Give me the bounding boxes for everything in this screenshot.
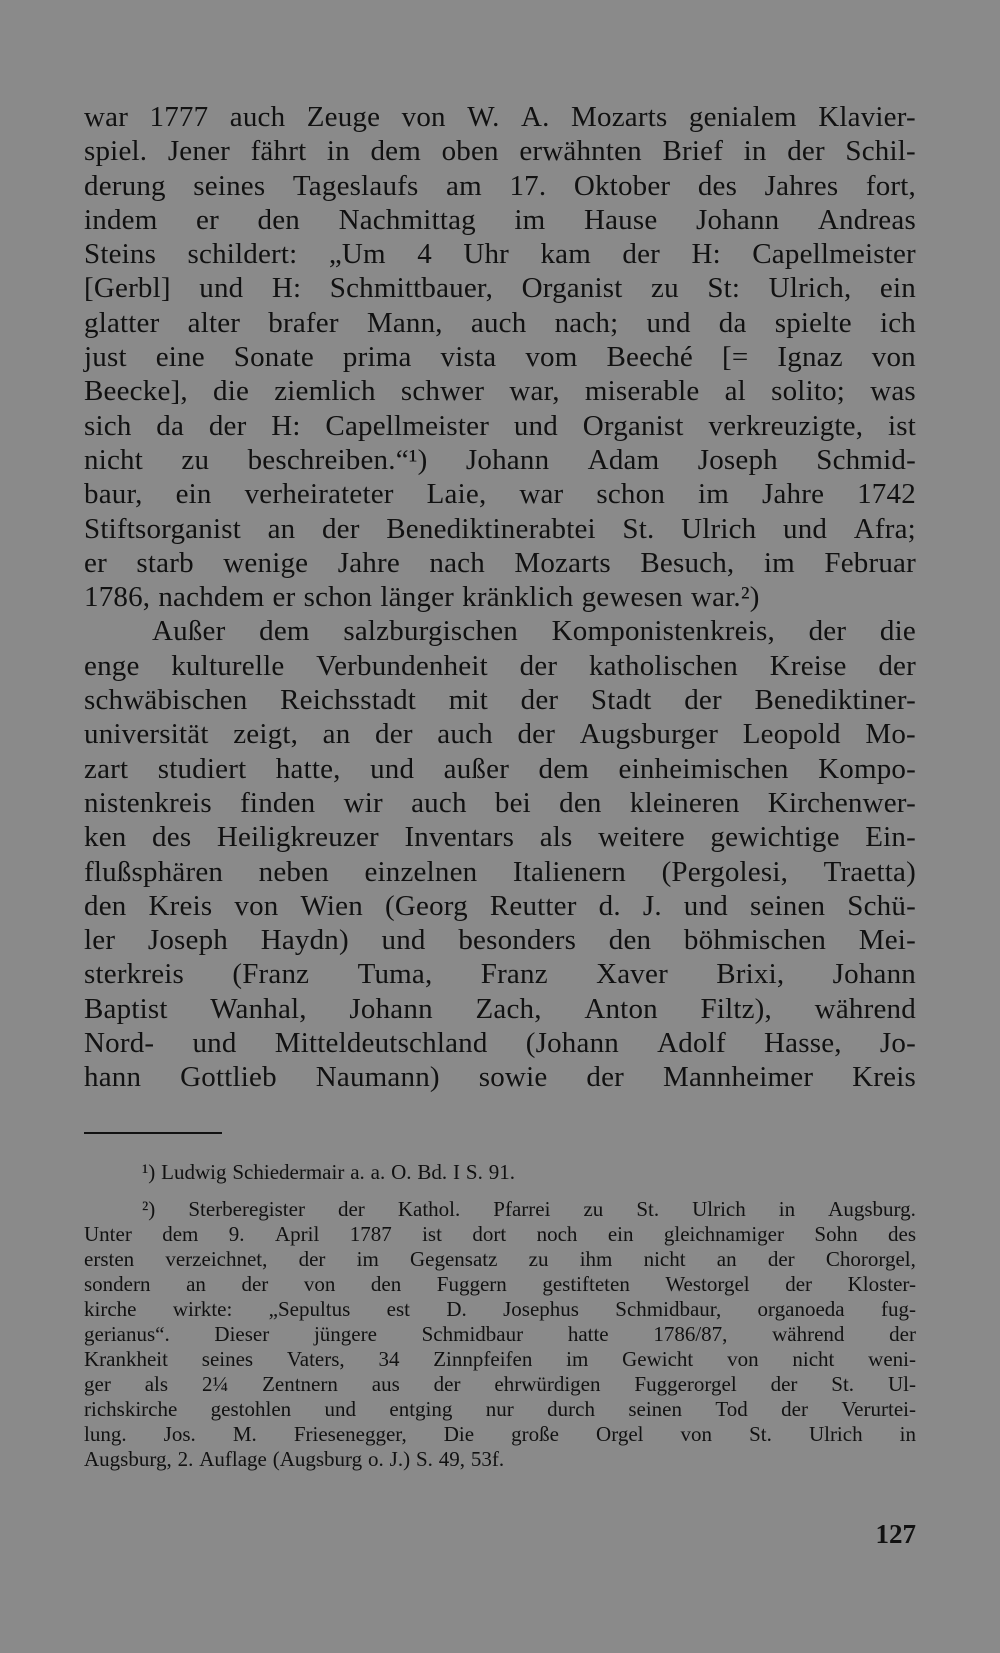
footnote-line: ²) Sterberegister der Kathol. Pfarrei zu St. Ulrich in Augsburg. <box>142 1197 916 1221</box>
text-line: nistenkreis finden wir auch bei den kleineren Kirchenwer- <box>84 786 916 819</box>
text-line: glatter alter brafer Mann, auch nach; und da spielte ich <box>84 306 916 339</box>
text-line: just eine Sonate prima vista vom Beeché [= Ignaz von <box>84 341 916 374</box>
footnote-line: ger als 2¼ Zentnern aus der ehrwürdigen Fuggerorgel der St. Ul- <box>84 1372 916 1396</box>
text-line: 1786, nachdem er schon länger kränklich gewesen war.²) <box>84 581 760 614</box>
text-line: sich da der H: Capellmeister und Organist verkreuzigte, ist <box>84 409 916 442</box>
body-text <box>84 100 916 1095</box>
text-line: flußsphären neben einzelnen Italienern (Pergolesi, Traetta) <box>84 855 916 888</box>
footnote-line: ¹) Ludwig Schiedermair a. a. O. Bd. I S. 91. <box>142 1160 515 1184</box>
text-line: nicht zu beschreiben.“¹) Johann Adam Joseph Schmid- <box>84 443 916 476</box>
text-line: hann Gottlieb Naumann) sowie der Mannheimer Kreis <box>84 1061 916 1094</box>
text-line: Stiftsorganist an der Benediktinerabtei St. Ulrich und Afra; <box>84 512 916 545</box>
text-line: [Gerbl] und H: Schmittbauer, Organist zu St: Ulrich, ein <box>84 272 916 305</box>
footnote <box>84 1160 916 1185</box>
footnotes <box>84 1160 916 1472</box>
footnote-line: Augsburg, 2. Auflage (Augsburg o. J.) S. 49, 53f. <box>84 1447 505 1471</box>
text-line: indem er den Nachmittag im Hause Johann Andreas <box>84 203 916 236</box>
footnote-line: lung. Jos. M. Friesenegger, Die große Orgel von St. Ulrich in <box>84 1422 916 1446</box>
text-line: zart studiert hatte, und außer dem einheimischen Kompo- <box>84 752 916 785</box>
text-line: universität zeigt, an der auch der Augsburger Leopold Mo- <box>84 718 916 751</box>
text-line: war 1777 auch Zeuge von W. A. Mozarts genialem Klavier- <box>84 101 916 133</box>
footnote-line: gerianus“. Dieser jüngere Schmidbaur hatte 1786/87, während der <box>84 1322 916 1346</box>
text-line: schwäbischen Reichsstadt mit der Stadt der Benediktiner- <box>84 684 916 717</box>
page-number: 127 <box>875 1519 916 1549</box>
footnote-line: Unter dem 9. April 1787 ist dort noch ein gleichnamiger Sohn des <box>84 1222 916 1246</box>
footnote-line: richskirche gestohlen und entging nur durch seinen Tod der Verurtei- <box>84 1397 916 1421</box>
footnote-line: ersten verzeichnet, der im Gegensatz zu ihm nicht an der Chororgel, <box>84 1247 916 1271</box>
text-line: derung seines Tageslaufs am 17. Oktober des Jahres fort, <box>84 169 916 202</box>
text-line: sterkreis (Franz Tuma, Franz Xaver Brixi, Johann <box>84 958 916 991</box>
text-line: Außer dem salzburgischen Komponistenkreis, der die <box>152 615 916 648</box>
footnote-separator <box>84 1132 222 1134</box>
text-line: Steins schildert: „Um 4 Uhr kam der H: Capellmeister <box>84 238 916 271</box>
text-line: Nord- und Mitteldeutschland (Johann Adolf Hasse, Jo- <box>84 1027 916 1060</box>
footnote-line: kirche wirkte: „Sepultus est D. Josephus Schmidbaur, organoeda fug- <box>84 1297 916 1321</box>
text-line: den Kreis von Wien (Georg Reutter d. J. und seinen Schü- <box>84 889 916 922</box>
footnote-line: Krankheit seines Vaters, 34 Zinnpfeifen im Gewicht von nicht weni- <box>84 1347 916 1371</box>
text-line: baur, ein verheirateter Laie, war schon im Jahre 1742 <box>84 478 916 511</box>
text-line: enge kulturelle Verbundenheit der katholischen Kreise der <box>84 649 916 682</box>
text-line: er starb wenige Jahre nach Mozarts Besuch, im Februar <box>84 546 916 579</box>
text-line: Baptist Wanhal, Johann Zach, Anton Filtz), während <box>84 992 916 1025</box>
footnote-line: sondern an der von den Fuggern gestifteten Westorgel der Kloster- <box>84 1272 916 1296</box>
text-line: ler Joseph Haydn) und besonders den böhmischen Mei- <box>84 924 916 957</box>
text-line: spiel. Jener fährt in dem oben erwähnten Brief in der Schil- <box>84 135 916 168</box>
text-line: ken des Heiligkreuzer Inventars als weitere gewichtige Ein- <box>84 821 916 854</box>
footnote <box>84 1197 916 1472</box>
text-line: Beecke], die ziemlich schwer war, miserable al solito; was <box>84 375 916 408</box>
